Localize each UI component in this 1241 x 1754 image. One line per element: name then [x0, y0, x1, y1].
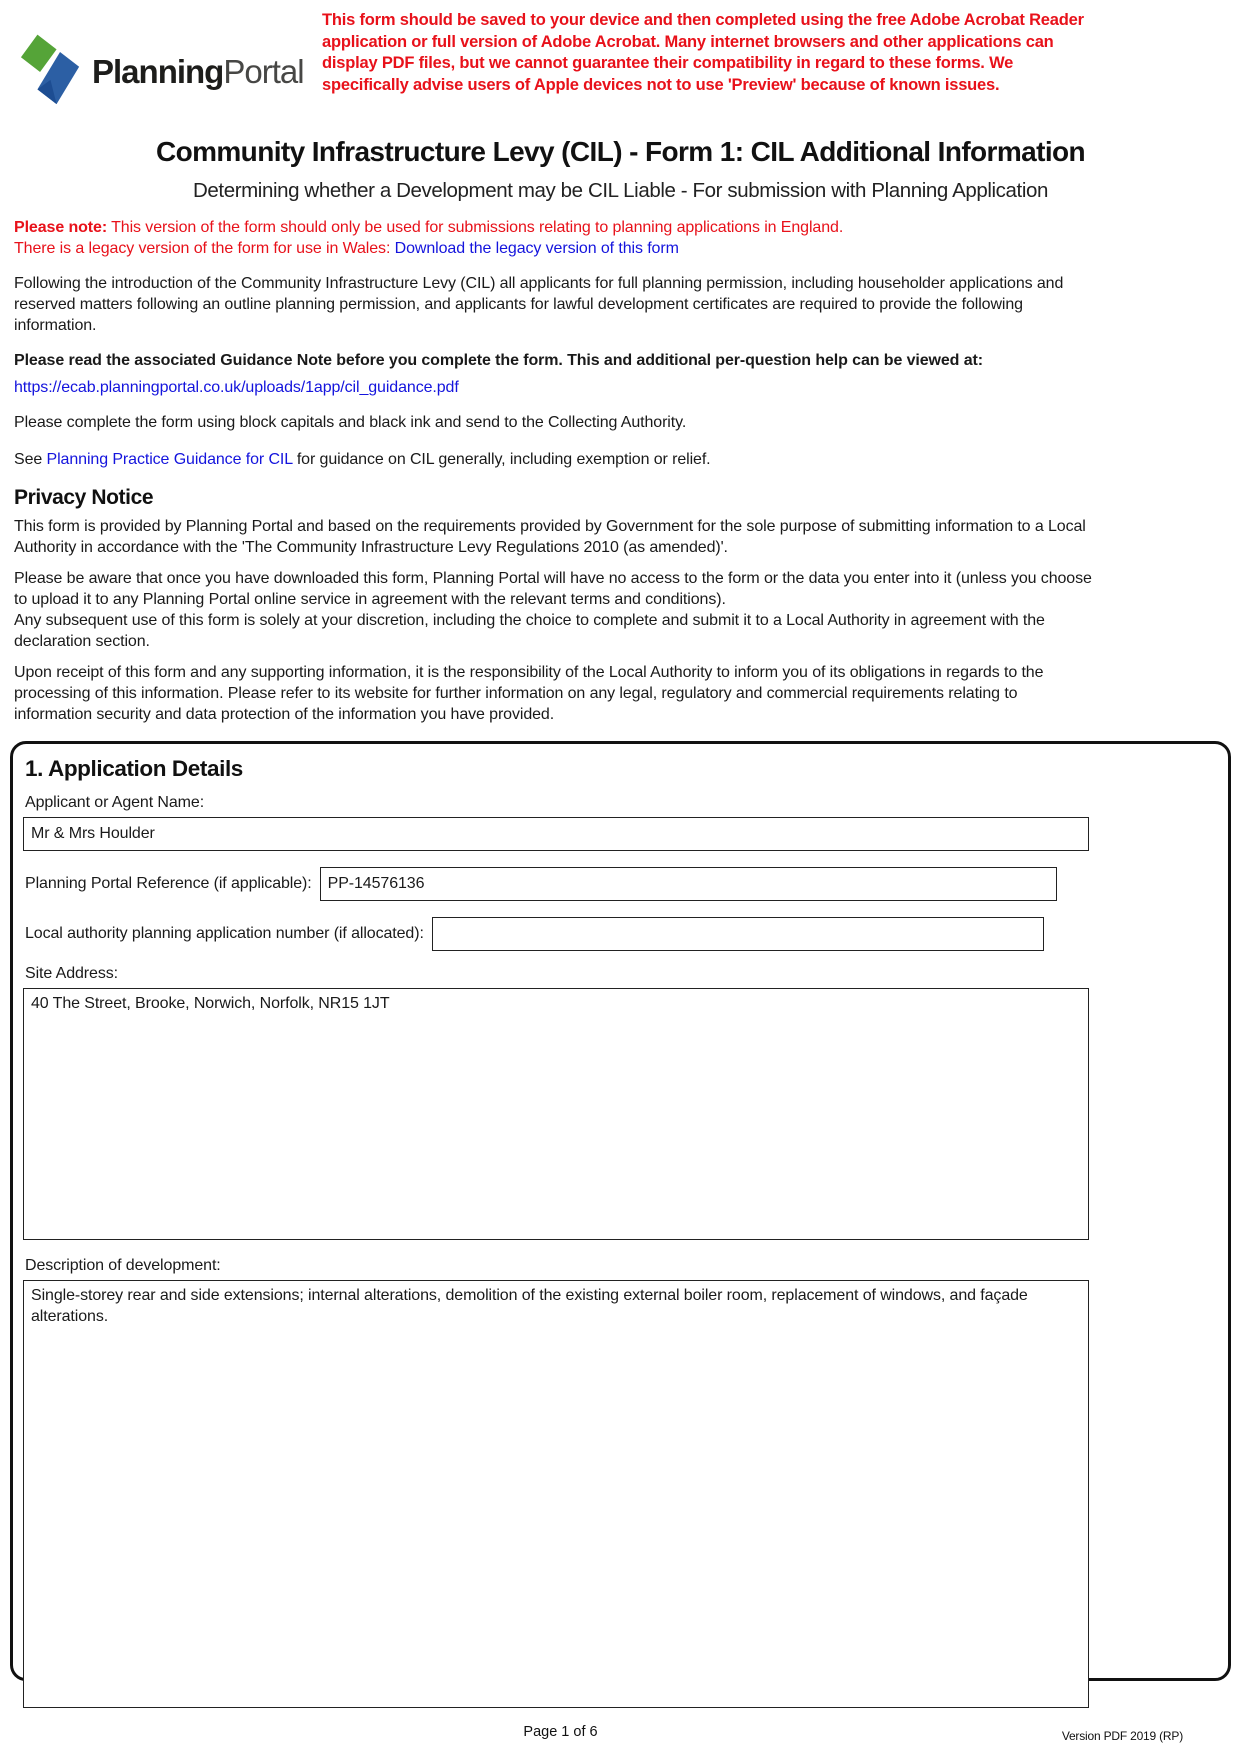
- section-heading: 1. Application Details: [25, 756, 243, 781]
- pp-reference-label: Planning Portal Reference (if applicable):: [25, 875, 312, 892]
- page-number: Page 1 of 6: [523, 1724, 598, 1740]
- site-address-textarea[interactable]: [23, 988, 1089, 1240]
- wales-line: [14, 238, 1099, 259]
- privacy-paragraph-1: This form is provided by Planning Portal and based on the requirements provided by Government for the sole purpose of submitting information to a Local Authority in accordance with the 'The Community Infrastructure Levy Regulations 2010 (as amended)'.: [14, 518, 1086, 556]
- header: [0, 0, 1241, 110]
- la-number-label: Local authority planning application number (if allocated):: [25, 925, 424, 942]
- ppg-cil-link[interactable]: Planning Practice Guidance for CIL: [46, 451, 293, 468]
- guidance-link-line: [14, 377, 1099, 398]
- description-textarea[interactable]: [23, 1280, 1089, 1708]
- privacy-paragraph-3: Upon receipt of this form and any supporting information, it is the responsibility of the Local Authority to inform you of its obligations in regards to the processing of this information. Please refer to its website for further information on any legal, regulatory and commercial requirements relating to information security and data protection of the information you have provided.: [14, 664, 1044, 723]
- version-label: Version PDF 2019 (RP): [1061, 1729, 1183, 1743]
- applicant-name-input[interactable]: [23, 817, 1089, 851]
- page-footer: [0, 1724, 1241, 1744]
- logo-text-portal: Portal: [223, 53, 304, 90]
- pp-reference-row: [23, 867, 1218, 901]
- privacy-paragraph-2a: Please be aware that once you have downloaded this form, Planning Portal will have no access to the form or the data you enter into it (unless you choose to upload it to any Planning Portal online service in agreement with the relevant terms and conditions).: [14, 570, 1092, 608]
- see-guidance-line: [14, 449, 1099, 470]
- see-prefix: See: [14, 451, 43, 468]
- privacy-notice-heading: Privacy Notice: [14, 486, 154, 509]
- description-label: Description of development:: [25, 1257, 221, 1274]
- planning-portal-logo: [14, 34, 306, 110]
- privacy-paragraph-2b: Any subsequent use of this form is solely at your discretion, including the choice to complete and submit it to a Local Authority in agreement with the declaration section.: [14, 612, 1045, 650]
- logo-text-planning: Planning: [92, 53, 224, 90]
- please-note-text: This version of the form should only be used for submissions relating to planning applications in England.: [111, 219, 844, 236]
- pp-reference-input[interactable]: [320, 867, 1057, 901]
- privacy-paragraph-2: [14, 568, 1099, 652]
- see-suffix: for guidance on CIL generally, including exemption or relief.: [296, 451, 711, 468]
- la-number-row: [23, 917, 1218, 951]
- adobe-compatibility-warning: This form should be saved to your device and then completed using the free Adobe Acrobat Reader application or full version of Adobe Acrobat. Many internet browsers and other applications can display PDF files, but we cannot guarantee their compatibility in regard to these forms. We specifically advise users of Apple devices not to use 'Preview' because of known issues.: [322, 11, 1084, 94]
- intro-paragraph: Following the introduction of the Community Infrastructure Levy (CIL) all applicants for full planning permission, including householder applications and reserved matters following an outline planning permission, and applicants for lawful development certificates are required to provide the following information.: [14, 275, 1064, 334]
- please-note-label: Please note:: [14, 219, 108, 236]
- form-title: Community Infrastructure Levy (CIL) - Form 1: CIL Additional Information: [155, 136, 1086, 167]
- guidance-pdf-link[interactable]: https://ecab.planningportal.co.uk/uploads/1app/cil_guidance.pdf: [14, 379, 459, 396]
- site-address-label: Site Address:: [25, 965, 118, 982]
- section-application-details: [10, 741, 1231, 1681]
- intro-content: [0, 217, 1241, 725]
- applicant-name-label: Applicant or Agent Name:: [25, 794, 205, 811]
- planning-portal-logo-icon: [14, 34, 80, 110]
- la-number-input[interactable]: [432, 917, 1044, 951]
- wales-text: There is a legacy version of the form for use in Wales:: [14, 240, 391, 257]
- please-note-paragraph: [14, 217, 1099, 259]
- form-subtitle: Determining whether a Development may be CIL Liable - For submission with Planning Application: [193, 179, 1048, 202]
- planning-portal-wordmark: [92, 53, 304, 91]
- legacy-form-link[interactable]: Download the legacy version of this form: [394, 240, 679, 257]
- block-capitals-note: Please complete the form using block capitals and black ink and send to the Collecting Authority.: [14, 414, 687, 431]
- guidance-note-paragraph: Please read the associated Guidance Note before you complete the form. This and additional per-question help can be viewed at:: [14, 352, 983, 369]
